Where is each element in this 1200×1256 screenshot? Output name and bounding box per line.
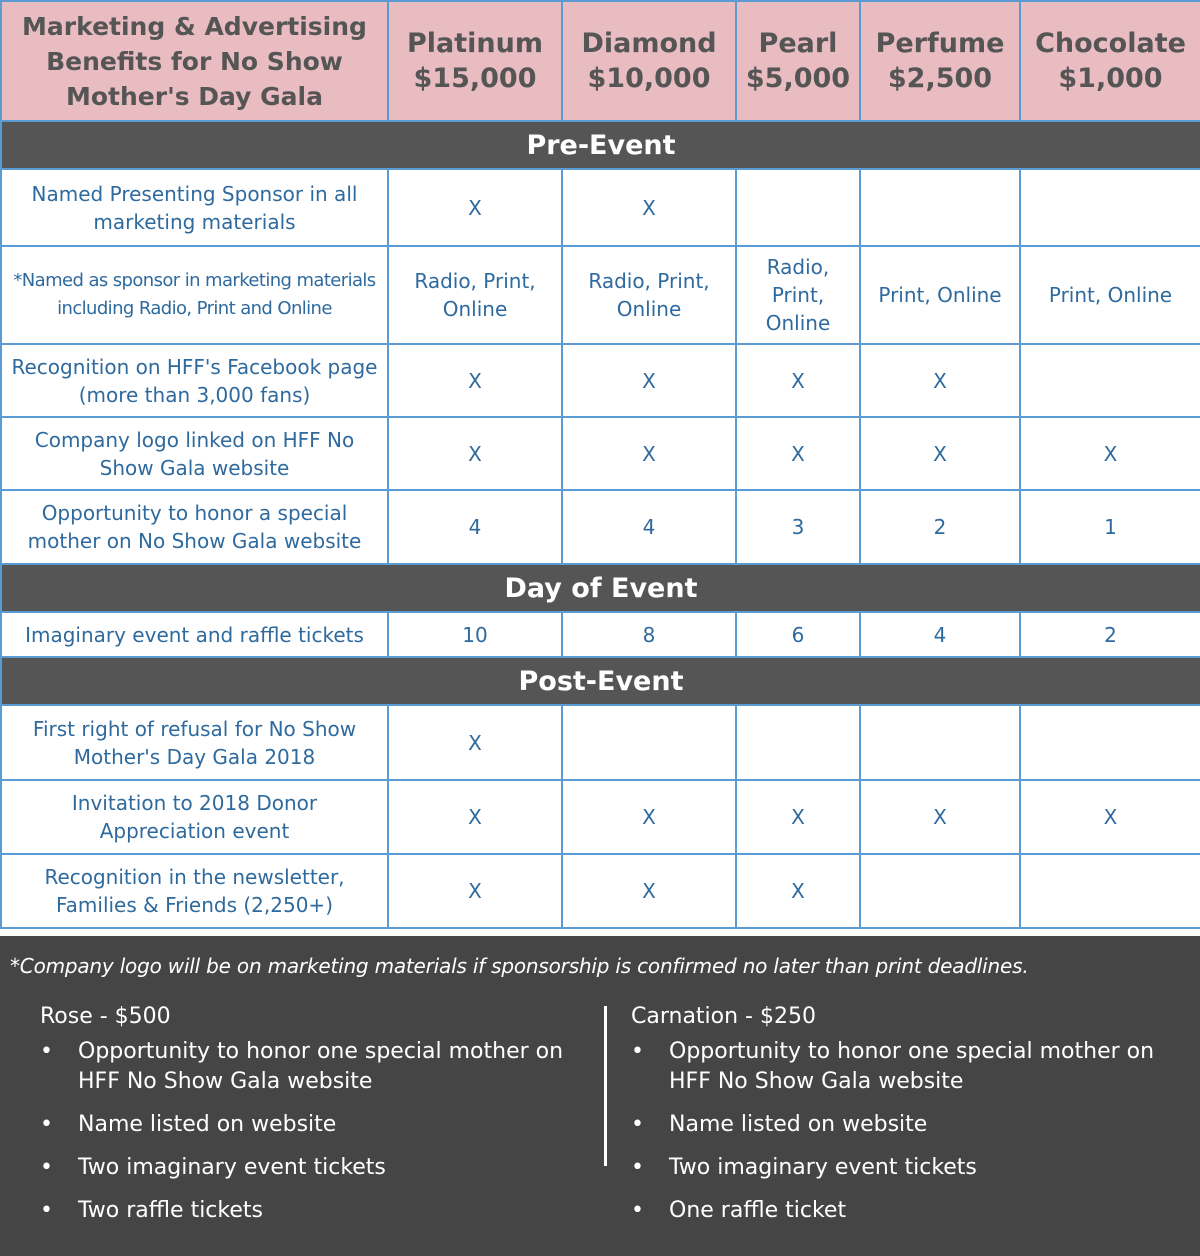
benefit-cell: X xyxy=(860,417,1020,490)
benefit-cell: 3 xyxy=(736,490,860,564)
list-item xyxy=(631,1037,1191,1097)
benefit-cell xyxy=(562,705,736,780)
table-row xyxy=(1,417,1200,490)
list-item-text: One raffle ticket xyxy=(669,1198,847,1223)
benefit-cell: X xyxy=(1020,417,1200,490)
benefit-label: *Named as sponsor in marketing materials including Radio, Print and Online xyxy=(1,246,388,344)
benefit-label: First right of refusal for No Show Mother's Day Gala 2018 xyxy=(1,705,388,780)
benefit-cell xyxy=(860,169,1020,246)
benefit-cell: 4 xyxy=(562,490,736,564)
list-item xyxy=(40,1153,600,1183)
benefit-cell xyxy=(1020,854,1200,928)
benefit-cell xyxy=(1020,169,1200,246)
section-header xyxy=(1,657,1200,705)
table-row xyxy=(1,490,1200,564)
tier-perfume xyxy=(860,1,1020,121)
benefit-cell: Print, Online xyxy=(1020,246,1200,344)
bullet-icon: • xyxy=(631,1112,644,1137)
footer-panel xyxy=(0,936,1200,1256)
bullet-icon: • xyxy=(40,1155,53,1180)
carnation-benefits-list xyxy=(631,1037,1191,1226)
bullet-icon: • xyxy=(631,1039,644,1064)
bullet-icon: • xyxy=(40,1039,53,1064)
list-item xyxy=(631,1110,1191,1140)
benefit-cell: 8 xyxy=(562,612,736,657)
benefit-cell: Radio, Print, Online xyxy=(736,246,860,344)
list-item-text: Two imaginary event tickets xyxy=(78,1155,386,1180)
list-item xyxy=(631,1196,1191,1226)
benefit-cell: Print, Online xyxy=(860,246,1020,344)
section-title-pre-event: Pre-Event xyxy=(1,121,1200,169)
benefit-cell: X xyxy=(860,344,1020,417)
rose-benefits-list xyxy=(40,1037,600,1226)
tier-chocolate xyxy=(1020,1,1200,121)
benefit-cell: X xyxy=(562,854,736,928)
benefit-label: Recognition on HFF's Facebook page (more than 3,000 fans) xyxy=(1,344,388,417)
benefit-label: Recognition in the newsletter, Families & Friends (2,250+) xyxy=(1,854,388,928)
benefit-cell: 6 xyxy=(736,612,860,657)
table-row xyxy=(1,246,1200,344)
tier-name: Pearl xyxy=(758,28,838,59)
carnation-level xyxy=(631,1004,1191,1239)
benefit-cell xyxy=(1020,705,1200,780)
benefit-cell: 2 xyxy=(860,490,1020,564)
tier-price: $15,000 xyxy=(413,63,537,94)
table-row xyxy=(1,344,1200,417)
tier-pearl xyxy=(736,1,860,121)
bullet-icon: • xyxy=(40,1198,53,1223)
benefit-cell: X xyxy=(388,417,562,490)
list-item-text: Opportunity to honor one special mother on HFF No Show Gala website xyxy=(669,1039,1155,1094)
benefit-cell: X xyxy=(388,854,562,928)
benefit-cell: X xyxy=(736,344,860,417)
section-header xyxy=(1,121,1200,169)
tier-price: $5,000 xyxy=(745,63,851,94)
benefit-cell: X xyxy=(388,169,562,246)
benefit-label: Opportunity to honor a special mother on No Show Gala website xyxy=(1,490,388,564)
benefit-cell xyxy=(736,705,860,780)
benefit-cell: X xyxy=(388,344,562,417)
table-row xyxy=(1,705,1200,780)
benefit-cell: X xyxy=(736,854,860,928)
benefit-label: Named Presenting Sponsor in all marketing materials xyxy=(1,169,388,246)
benefit-cell xyxy=(1020,344,1200,417)
benefit-cell xyxy=(860,854,1020,928)
rose-title: Rose - $500 xyxy=(40,1004,171,1029)
footnote: *Company logo will be on marketing materials if sponsorship is confirmed no later than print deadlines. xyxy=(10,954,1029,978)
table-row xyxy=(1,169,1200,246)
benefit-label: Imaginary event and raffle tickets xyxy=(1,612,388,657)
benefit-cell: X xyxy=(736,417,860,490)
list-item-text: Name listed on website xyxy=(78,1112,337,1137)
list-item-text: Two raffle tickets xyxy=(78,1198,263,1223)
benefit-cell xyxy=(736,169,860,246)
tier-platinum xyxy=(388,1,562,121)
list-item xyxy=(631,1153,1191,1183)
benefit-cell: X xyxy=(860,780,1020,854)
section-title-day-of-event: Day of Event xyxy=(1,564,1200,612)
list-item xyxy=(40,1196,600,1226)
benefit-cell: Radio, Print, Online xyxy=(562,246,736,344)
benefit-cell: X xyxy=(562,780,736,854)
header-row xyxy=(1,1,1200,121)
tier-name: Chocolate xyxy=(1035,28,1186,59)
list-item-text: Name listed on website xyxy=(669,1112,928,1137)
table-title: Marketing & Advertising Benefits for No Show Mother's Day Gala xyxy=(1,1,388,121)
table-row xyxy=(1,780,1200,854)
benefit-cell: 10 xyxy=(388,612,562,657)
benefit-cell: X xyxy=(562,169,736,246)
benefit-cell: X xyxy=(736,780,860,854)
column-divider xyxy=(604,1006,607,1166)
tier-price: $2,500 xyxy=(887,63,993,94)
benefit-label: Company logo linked on HFF No Show Gala website xyxy=(1,417,388,490)
benefit-cell: X xyxy=(1020,780,1200,854)
benefit-cell: Radio, Print, Online xyxy=(388,246,562,344)
benefit-cell: X xyxy=(562,417,736,490)
list-item-text: Two imaginary event tickets xyxy=(669,1155,977,1180)
tier-diamond xyxy=(562,1,736,121)
bullet-icon: • xyxy=(40,1112,53,1137)
table-row xyxy=(1,854,1200,928)
benefit-cell: X xyxy=(562,344,736,417)
tier-name: Diamond xyxy=(581,28,717,59)
benefit-label: Invitation to 2018 Donor Appreciation event xyxy=(1,780,388,854)
benefit-cell: 2 xyxy=(1020,612,1200,657)
section-header xyxy=(1,564,1200,612)
benefit-cell xyxy=(860,705,1020,780)
tier-name: Perfume xyxy=(875,28,1005,59)
bullet-icon: • xyxy=(631,1198,644,1223)
benefit-cell: X xyxy=(388,705,562,780)
section-title-post-event: Post-Event xyxy=(1,657,1200,705)
tier-price: $10,000 xyxy=(587,63,711,94)
benefit-cell: 1 xyxy=(1020,490,1200,564)
list-item-text: Opportunity to honor one special mother on HFF No Show Gala website xyxy=(78,1039,564,1094)
tier-price: $1,000 xyxy=(1058,63,1163,94)
benefit-cell: 4 xyxy=(860,612,1020,657)
list-item xyxy=(40,1037,600,1097)
tier-name: Platinum xyxy=(406,28,543,59)
bullet-icon: • xyxy=(631,1155,644,1180)
benefit-cell: 4 xyxy=(388,490,562,564)
list-item xyxy=(40,1110,600,1140)
table-row xyxy=(1,612,1200,657)
benefit-cell: X xyxy=(388,780,562,854)
carnation-title: Carnation - $250 xyxy=(631,1004,816,1029)
rose-level xyxy=(40,1004,600,1239)
